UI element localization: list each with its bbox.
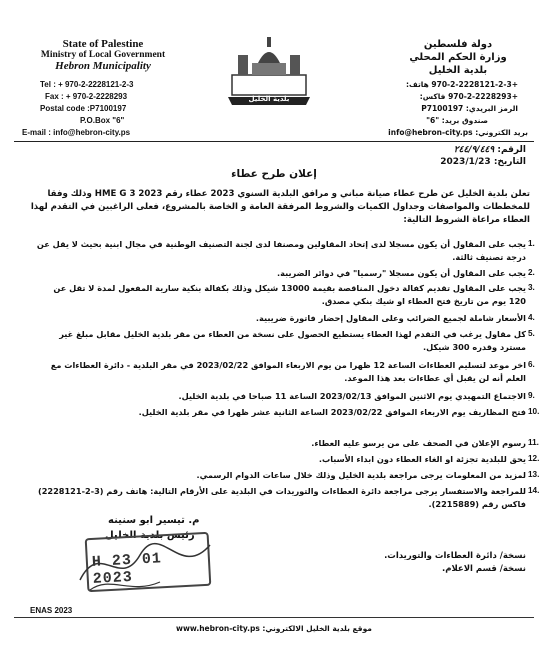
municipality-name-ar: بلدية الخليل <box>428 65 488 76</box>
fax-ar: +970-2-2228293 فاكس: <box>419 92 518 101</box>
list-item: 3. يجب على المقاول تقديم كفالة دخول المناقصة بقيمة 13000 شيكل وذلك بكفالة بنكية سارية المفعول لمدة لا تقل عن 120 يوم من تاريخ فتح العطاء او شيك بنكي مصدق. <box>53 283 535 306</box>
signatory-name: م. تيسير ابو سنينه <box>108 515 200 526</box>
ref-date-value: 2023/1/23 <box>440 157 491 167</box>
list-item: 11. رسوم الإعلان في الصحف على من يرسو عليه العطاء. <box>311 438 539 448</box>
ref-date-label: التاريخ: <box>493 157 526 167</box>
ref-number-value: ٢٤٤/٩/٤٤٩ <box>453 145 495 155</box>
footer-website: www.hebron-city.ps :موقع بلدية الخليل الالكتروني <box>176 624 372 633</box>
header-divider <box>14 141 534 142</box>
pobox-en: P.O.Box "6" <box>80 116 125 125</box>
list-item: 1. يجب على المقاول أن يكون مسجلا لدى إتحاد المقاولين ومصنفا لدى لجنة التصنيف الوطنية في مجال ابنية بحيث لا يقل عن درجة تصنيف ثالثة. <box>36 239 535 262</box>
intro-paragraph: تعلن بلدية الخليل عن طرح عطاء صيانة مباني و مرافق البلدية السنوي 2023 عطاء رقم HME G 3 2023 وذلك وفقا للمخططات والمواصفات وجداول الكميات والشروط المرفقة العامة و الخاصة بالمشروع، فعلى الراغبين في التقدم لهذا العطاء مراعاة الشروط التالية: <box>30 189 530 225</box>
signatory-position: رئيس بلدية الخليل <box>105 530 195 541</box>
cc-line-1: نسخة/ دائرة العطاءات والتوريدات. <box>384 551 526 561</box>
footer-code: ENAS 2023 <box>30 606 73 615</box>
ref-date <box>440 157 526 167</box>
footer-divider <box>14 617 534 618</box>
municipality-logo <box>228 35 310 105</box>
list-item: 10. فتح المظاريف يوم الاربعاء الموافق 2023/02/22 الساعة الثانية عشر ظهرا في مقر بلدية الخليل. <box>138 407 540 417</box>
list-item: 4. الأسعار شاملة لجميع الضرائب وعلى المقاول إحضار فاتورة ضريبية. <box>255 313 535 323</box>
tel-ar: +970-2-2228121-2-3 هاتف: <box>406 80 518 89</box>
postal-code-ar: الرمز البريدي: P7100197 <box>421 104 518 113</box>
ministry-name-ar: وزارة الحكم المحلي <box>409 52 507 63</box>
ref-number <box>454 145 526 155</box>
list-item: 14. للمراجعة والاستفسار يرجى مراجعة دائرة العطاءات والتوريدات في البلدية على الأرقام التالية: هاتف رقم (3-2-2228121) فاكس رقم (2215889). <box>37 486 540 509</box>
list-item: 2. يجب على المقاول أن يكون مسجلا "رسميا" في دوائر الضريبة. <box>277 268 535 278</box>
header-english <box>18 38 188 72</box>
logo-text: بلدية الخليل <box>248 95 290 103</box>
municipality-name-en: Hebron Municipality <box>55 60 151 72</box>
state-name-ar: دولة فلسطين <box>423 39 493 50</box>
ministry-name-en: Ministry of Local Government <box>40 50 166 60</box>
list-item: 9. الاجتماع التمهيدي يوم الاثنين الموافق 2023/02/13 الساعة 11 صباحا في بلدية الخليل. <box>178 391 535 401</box>
email-ar: بريد الكتروني: info@hebron-city.ps <box>388 128 528 137</box>
list-item: 6. اخر موعد لتسليم العطاءات الساعة 12 ظهرا من يوم الاربعاء الموافق 2023/02/22 في مقر البلدية - دائرة العطاءات مع العلم أنه لن يقبل أي عطاءات بعد هذا الموعد. <box>50 360 535 383</box>
list-item: 13. لمزيد من المعلومات يرجى مراجعة بلدية الخليل وذلك خلال ساعات الدوام الرسمي. <box>196 470 540 480</box>
document-title: إعلان طرح عطاء <box>231 168 317 180</box>
list-item: 5. كل مقاول يرغب في التقدم لهذا العطاء يستطيع الحصول على نسخة من العطاء من مقر بلدية الخليل مقابل مبلغ غير مسترد وقدره 300 شيكل. <box>59 329 535 352</box>
state-name-en: State of Palestine <box>62 38 144 50</box>
fax-en: Fax : + 970-2-2228293 <box>45 92 128 101</box>
email-en: E-mail : info@hebron-city.ps <box>22 128 131 137</box>
cc-line-2: نسخة/ قسم الاعلام. <box>442 564 526 574</box>
header-arabic <box>388 38 528 77</box>
list-item: 12. يحق للبلدية تجزئة او الغاء العطاء دون ابداء الأسباب. <box>318 454 540 464</box>
signature-scribble-icon <box>70 520 220 600</box>
ref-number-label: الرقم: <box>497 145 526 155</box>
postal-code-en: Postal code :P7100197 <box>40 104 127 113</box>
pobox-ar: صندوق بريد: "6" <box>426 116 488 125</box>
stamp-date: H 23 01 2023 <box>91 550 163 588</box>
tel-en: Tel : + 970-2-2228121-2-3 <box>40 80 134 89</box>
